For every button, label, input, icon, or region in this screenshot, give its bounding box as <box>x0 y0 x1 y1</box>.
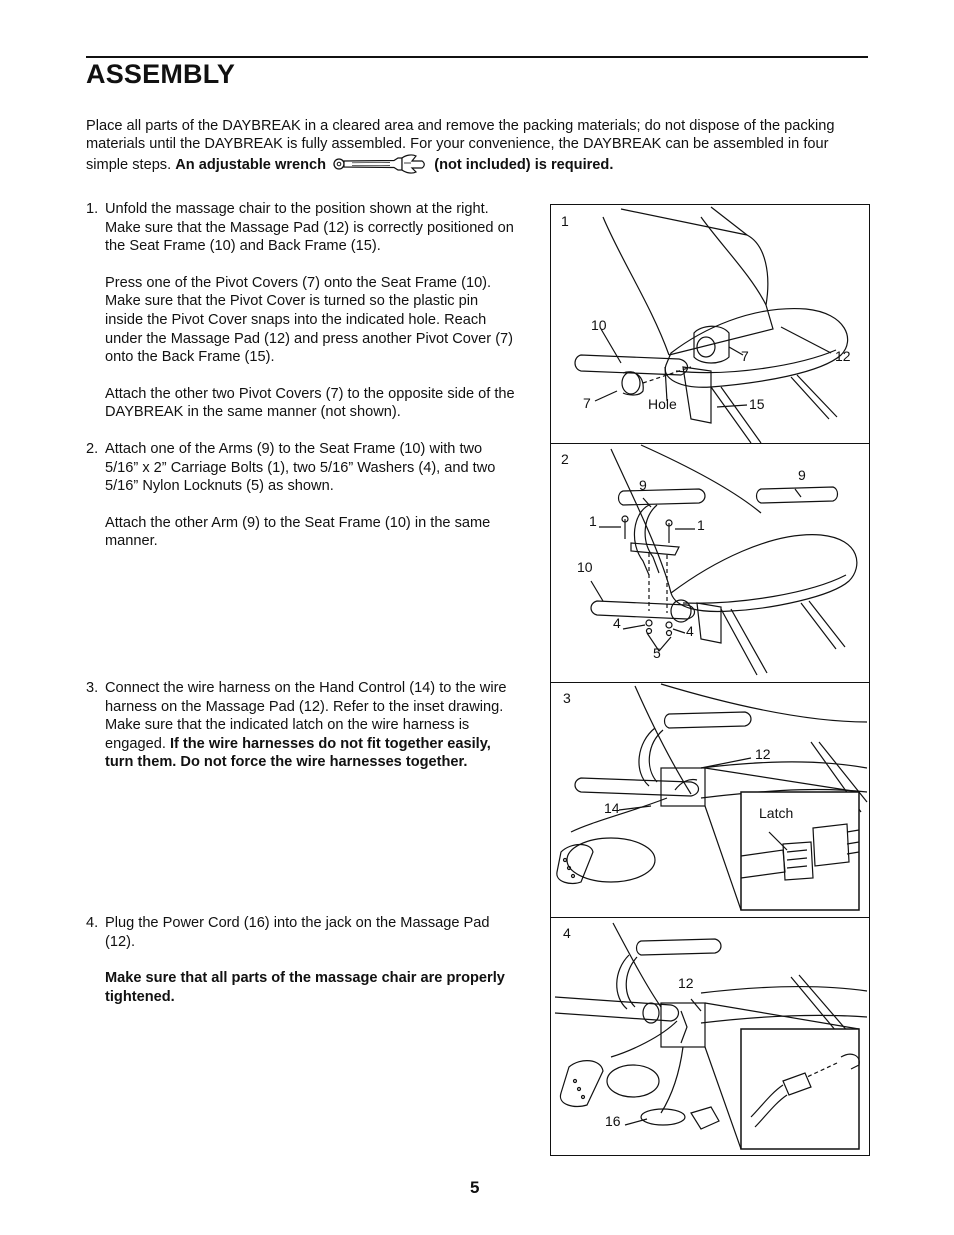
figures-box <box>550 204 870 1156</box>
step-2-paragraph-1: Attach one of the Arms (9) to the Seat Frame (10) with two 5/16” x 2” Carriage Bolts (1), two 5/16” Washers (4), and two 5/16” Nylon Locknuts (5) as shown. <box>105 441 496 495</box>
figure-3-number: 3 <box>563 690 571 706</box>
step-2-paragraph-2: Attach the other Arm (9) to the Seat Frame (10) in the same manner. <box>105 514 491 550</box>
step-1 <box>86 200 518 440</box>
figure-1 <box>551 205 869 444</box>
figure-2-label-9a: 9 <box>639 477 647 493</box>
step-1-paragraph-3: Attach the other two Pivot Covers (7) to the opposite side of the DAYBREAK in the same manner (not shown). <box>105 385 515 421</box>
figure-3-label-latch: Latch <box>759 805 794 821</box>
step-3 <box>86 679 518 790</box>
step-4-warning: Make sure that all parts of the massage chair are properly tightened. <box>105 970 505 1005</box>
step-4-paragraph-1: Plug the Power Cord (16) into the jack on the Massage Pad (12). <box>105 915 490 950</box>
figure-4-drawing <box>551 917 869 1155</box>
step-1-paragraph-2: Press one of the Pivot Covers (7) onto the Seat Frame (10). Make sure that the Pivot Cover is turned so the plastic pin inside the Pivot Cover snaps into the indicated hole. Reach under the Massage Pad (12) and press another Pivot Cover (7) onto the Back Frame (15). <box>105 274 514 366</box>
figure-1-label-10: 10 <box>591 317 607 333</box>
figure-2-number: 2 <box>561 451 569 467</box>
figure-2-label-1b: 1 <box>697 517 705 533</box>
figure-2-label-9b: 9 <box>798 467 806 483</box>
step-4 <box>86 914 518 1024</box>
step-3-text: Connect the wire harness on the Hand Control (14) to the wire harness on the Massage Pad (12). Refer to the inset drawing. Make sure that the indicated latch on the wire harness is engaged. <box>105 680 507 752</box>
figure-2-label-4b: 4 <box>686 623 694 639</box>
page-number: 5 <box>470 1178 480 1197</box>
figure-4-label-16: 16 <box>605 1113 621 1129</box>
figure-2-label-4a: 4 <box>613 615 621 631</box>
step-number: 1. <box>86 201 99 217</box>
figure-1-label-7b: 7 <box>583 395 591 411</box>
step-2 <box>86 440 518 569</box>
figure-2-label-10: 10 <box>577 559 593 575</box>
figure-3 <box>551 682 869 918</box>
figure-4-number: 4 <box>563 925 571 941</box>
figure-3-label-14: 14 <box>604 800 620 816</box>
figure-1-label-7: 7 <box>741 348 749 364</box>
page-title: ASSEMBLY <box>86 59 236 89</box>
figure-2-label-5: 5 <box>653 645 661 661</box>
step-3-warning: If the wire harnesses do not fit together easily, turn them. Do not force the wire harnesses together. <box>105 735 491 771</box>
adjustable-wrench-icon <box>332 154 428 174</box>
figure-4 <box>551 917 869 1155</box>
figure-1-label-12: 12 <box>835 348 851 364</box>
figure-2-drawing <box>551 443 869 682</box>
step-number: 4. <box>86 915 99 931</box>
step-3-paragraph <box>105 679 518 772</box>
figure-2 <box>551 443 869 683</box>
intro-text: Place all parts of the DAYBREAK in a cleared area and remove the packing materials; do not dispose of the packing materials until the DAYBREAK is fully assembled. For your convenience, the DAYBREAK can be assembled in four simple steps. <box>86 118 835 173</box>
figure-4-label-12: 12 <box>678 975 694 991</box>
intro-wrench-bold: An adjustable wrench <box>175 156 327 173</box>
step-1-paragraph-1: Unfold the massage chair to the position shown at the right. Make sure that the Massage Pad (12) is correctly positioned on the Seat Frame (10) and Back Frame (15). <box>105 201 514 255</box>
figure-1-label-hole: Hole <box>648 396 677 412</box>
figure-3-label-12: 12 <box>755 746 771 762</box>
step-number: 2. <box>86 441 99 457</box>
step-number: 3. <box>86 680 99 696</box>
figure-2-label-1a: 1 <box>589 513 597 529</box>
figure-1-number: 1 <box>561 213 569 229</box>
intro-not-included-bold: (not included) is required. <box>434 156 614 173</box>
top-rule <box>86 56 868 58</box>
figure-3-drawing <box>551 682 869 917</box>
figure-1-label-15: 15 <box>749 396 765 412</box>
intro-paragraph <box>86 117 856 174</box>
